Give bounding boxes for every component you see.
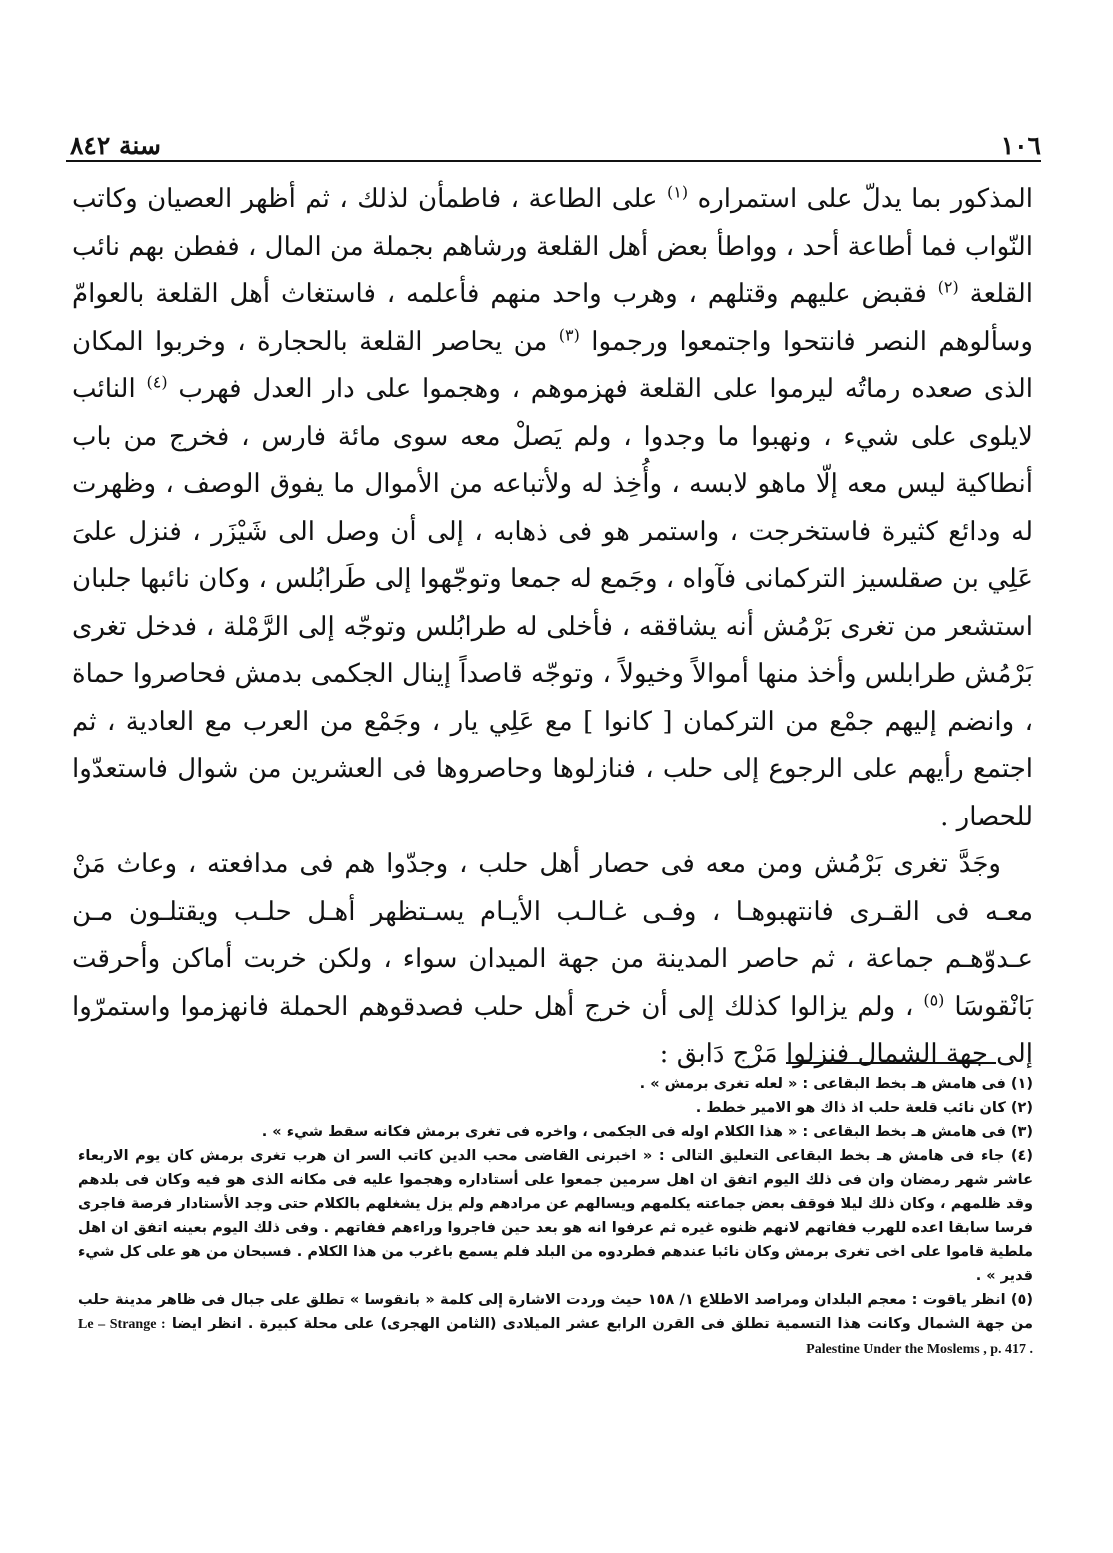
footnote-3: (٣) فى هامش هـ بخط البقاعى : « هذا الكلام اوله فى الجكمى ، واخره فى تغرى برمش فكانه سقط شيء » .: [261, 1124, 1033, 1140]
paragraph-1-text-2: على الطاعة ، فاطمأن لذلك ، ثم أظهر العصيان وكاتب النّواب فما أطاعة أحد ، وواطأ بعض أهل القلعة ورشاهم بجملة من المال ، ففطن بهم نائب القلعة: [72, 184, 1034, 309]
footnote-divider: [786, 1062, 996, 1064]
paragraph-1-text-4: من يحاصر القلعة بالحجارة ، وخربوا المكان الذى صعده رماتُه ليرموا على القلعة فهزموهم ، وهجموا على دار العدل فهرب: [72, 326, 1033, 404]
footnote-5-arabic: (٥) انظر ياقوت : معجم البلدان ومراصد الاطلاع ١/ ١٥٨ حيث وردت الاشارة إلى كلمة « بانقوسا » تطلق على جبال فى ظاهر مدينة حلب من جهة الشمال وكانت هذا التسمية تطلق فى القرن الرابع عشر الميلادى (الثامن الهجرى) على محلة كبيرة . انظر ايضا: [78, 1292, 1033, 1332]
page-header: [70, 118, 1041, 160]
paragraph-2-text-1: وجَدَّ تغرى بَرْمُش ومن معه فى حصار أهل حلب ، وجدّوا هم فى مدافعته ، وعاث مَنْ معـه فى القـرى فانتهبوهـا ، وفـى غـالـب الأيـام يسـتظهر أهـل حلـب ويقتلـون مـن عـدوّهـم جماعة ، ثم حاصر المدينة من جهة الميدان سواء ، ولكن خربت أماكن وأحرقت بَانْقوسَا: [72, 849, 1034, 1022]
footnote-ref-1: (١): [667, 182, 689, 202]
main-text: [72, 176, 1033, 1079]
paragraph-2: [72, 841, 1033, 1079]
paragraph-1-text-3: فقبض عليهم وقتلهم ، وهرب واحد منهم فأعلمه ، فاستغاث أهل القلعة بالعوامّ وسألوهم النصر فانتحوا واجتمعوا ورجموا: [72, 279, 1033, 357]
page-number: ١٠٦: [1000, 131, 1041, 160]
header-divider: [66, 160, 1041, 162]
footnote-1: (١) فى هامش هـ بخط البقاعى : « لعله تغرى برمش » .: [639, 1076, 1033, 1092]
footnotes: [78, 1072, 1033, 1362]
year-heading: سنة ٨٤٢: [70, 131, 161, 160]
paragraph-1-text-5: النائب لايلوى على شيء ، ونهبوا ما وجدوا ، ولم يَصلْ معه سوى مائة فارس ، فخرج من باب أنطاكية ليس معه إلّا ماهو لابسه ، وأُخِذ له ولأتباعه من الأموال ما يفوق الوصف ، وظهرت له ودائع كثيرة فاستخرجت ، واستمر هو فى ذهابه ، إلى أن وصل الى شَيْزَر ، فنزل علىَ عَلِي بن صقلسيز التركمانى فآواه ، وجَمع له جمعا وتوجّهوا إلى طَرابُلس ، وكان نائبها جلبان استشعر من تغرى بَرْمُش أنه يشاققه ، فأخلى له طرابُلس وتوجّه إلى الرَّمْلة ، فدخل تغرى بَرْمُش طرابلس وأخذ منها أموالاً وخيولاً ، وتوجّه قاصداً إينال الجكمى بدمش فحاصروا حماة ، وانضم إليهم جمْع من التركمان [ كانوا ] مع عَلِي يار ، وجَمْع من العرب مع العادية ، ثم اجتمع رأيهم على الرجوع إلى حلب ، فنازلوها وحاصروها فى العشرين من شوال فاستعدّوا للحصار .: [72, 374, 1033, 832]
footnote-4: (٤) جاء فى هامش هـ بخط البقاعى التعليق التالى : « اخبرنى القاضى محب الدين كاتب السر ان هرب تغرى برمش كان يوم الاربعاء عاشر شهر رمضان وان فى ذلك اليوم اتفق ان اهل سرمين جمعوا على أستاداره وهجموا عليه فى مكانه الذى هو فيه وكان فى بلدهم وقد ظلمهم ، وكان ذلك ليلا فوقف بعض جماعته يكلمهم ويسالهم عن مرادهم ولم يزل يشغلهم بالكلام حتى وجد الأستادار فرصة فاجرى فرسا سابقا اعده للهرب ففاتهم لانهم ظنوه غيره ثم عرفوا انه هو بعد حين فاجروا وراءهم ففاتهم . وفى ذلك اليوم بعينه اتفق ان اهل ملطية قاموا على اخى تغرى برمش وكان نائبا عندهم فطردوه من البلد فلم يسمع باغرب من هذا الكلام . فسبحان من هو على كل شيء قدير » .: [78, 1148, 1033, 1284]
footnote-ref-2: (٢): [937, 277, 959, 297]
footnote-ref-4: (٤): [146, 372, 168, 392]
paragraph-2-text-2: ، ولم يزالوا كذلك إلى أن خرج أهل حلب فصدقوهم الحملة فانهزموا واستمرّوا إلى جهة الشمال فنزلوا مَرْج دَابق :: [72, 991, 1033, 1069]
footnote-ref-3: (٣): [558, 324, 580, 344]
footnote-5-citation: Le – Strange : Palestine Under the Moslems , p. 417 .: [78, 1317, 1033, 1357]
footnote-ref-5: (٥): [923, 989, 945, 1009]
paragraph-1-text-1: المذكور بما يدلّ على استمراره: [697, 184, 1034, 214]
footnote-2: (٢) كان نائب قلعة حلب اذ ذاك هو الامير خطط .: [695, 1100, 1033, 1116]
footnote-5: [78, 1288, 1033, 1362]
paragraph-1: [72, 176, 1033, 841]
